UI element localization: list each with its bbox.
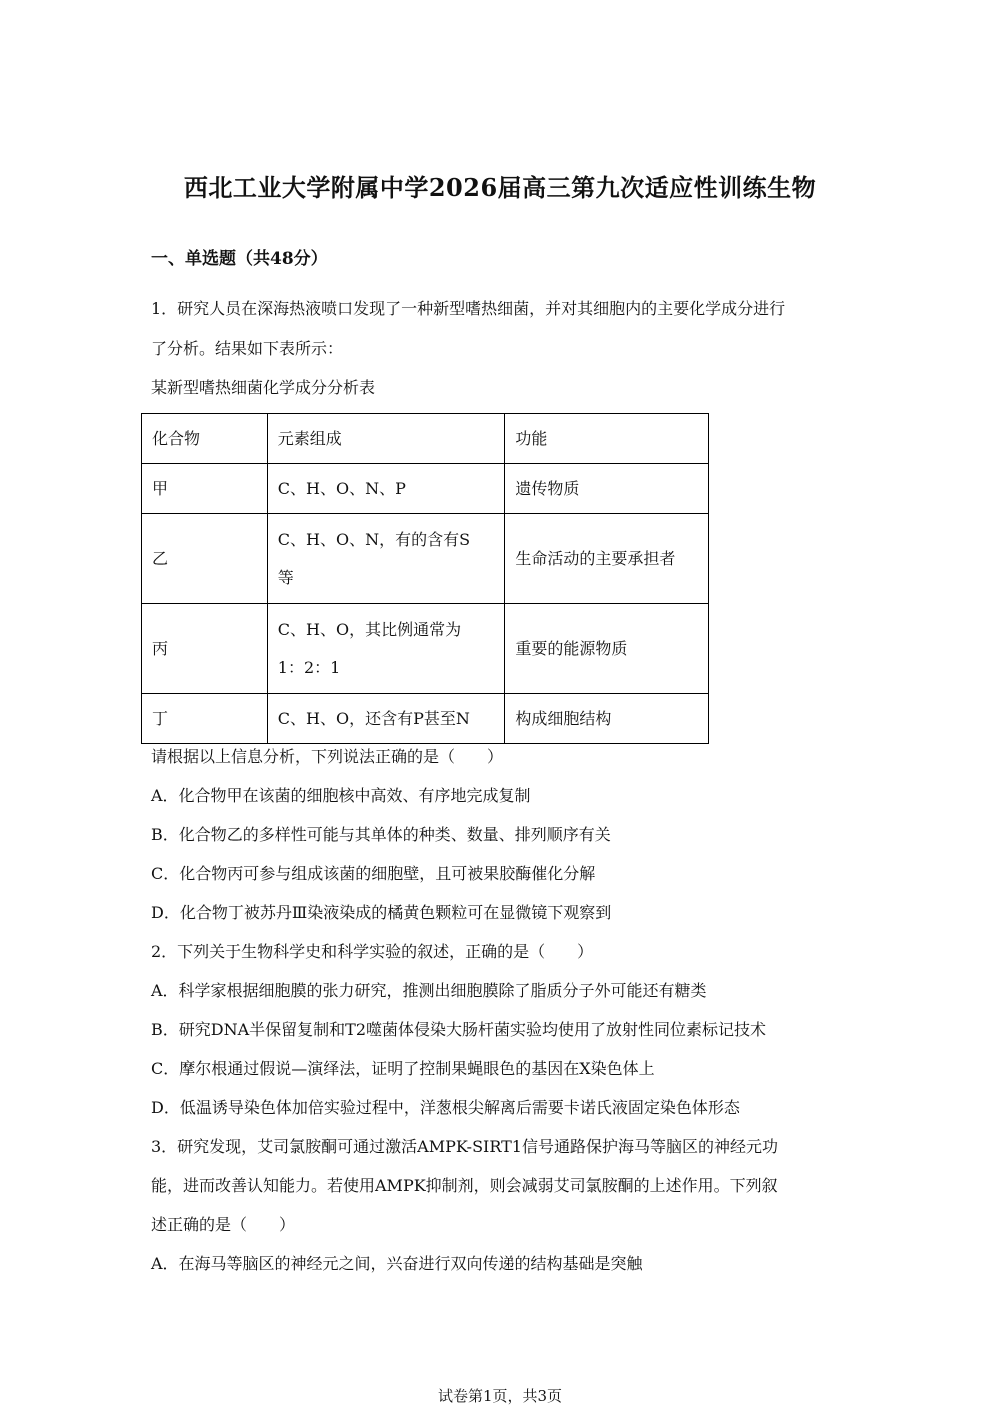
table-row: [142, 514, 709, 604]
cell-elements-line2: 等: [277, 567, 294, 587]
q3-line2: 能，进而改善认知能力。若使用AMPK抑制剂，则会减弱艾司氯胺酮的上述作用。下列叙: [151, 1176, 778, 1195]
cell-elements: [267, 604, 505, 694]
cell-elements: [267, 514, 505, 604]
cell-compound: 丙: [142, 604, 268, 694]
q1-option-b: B．化合物乙的多样性可能与其单体的种类、数量、排列顺序有关: [151, 825, 611, 844]
cell-function: 构成细胞结构: [505, 694, 709, 744]
cell-elements-line1: C、H、O、N，有的含有S: [277, 529, 471, 549]
q3-line1: 3．研究发现，艾司氯胺酮可通过激活AMPK-SIRT1信号通路保护海马等脑区的神经元功: [151, 1137, 778, 1156]
q2-stem: 2．下列关于生物科学史和科学实验的叙述，正确的是（ ）: [151, 942, 594, 961]
cell-elements: C、H、O，还含有P甚至N: [267, 694, 505, 744]
q1-line2: 了分析。结果如下表所示：: [151, 339, 344, 358]
cell-function: 遗传物质: [505, 464, 709, 514]
q3-option-a: A．在海马等脑区的神经元之间，兴奋进行双向传递的结构基础是突触: [151, 1254, 643, 1273]
header-compound: 化合物: [142, 414, 268, 464]
composition-table: [141, 413, 709, 744]
table-caption: 某新型嗜热细菌化学成分分析表: [151, 378, 376, 397]
q1-option-c: C．化合物丙可参与组成该菌的细胞壁，且可被果胶酶催化分解: [151, 864, 596, 883]
q1-stem: 请根据以上信息分析，下列说法正确的是（ ）: [151, 747, 504, 766]
q1-option-a: A．化合物甲在该菌的细胞核中高效、有序地完成复制: [151, 786, 531, 805]
cell-function: 生命活动的主要承担者: [505, 514, 709, 604]
table-row: [142, 464, 709, 514]
cell-compound: 甲: [142, 464, 268, 514]
table-row: [142, 604, 709, 694]
q2-option-a: A．科学家根据细胞膜的张力研究，推测出细胞膜除了脂质分子外可能还有糖类: [151, 981, 707, 1000]
q2-option-c: C．摩尔根通过假说—演绎法，证明了控制果蝇眼色的基因在X染色体上: [151, 1059, 655, 1078]
q3-line3: 述正确的是（ ）: [151, 1215, 296, 1234]
table-row: [142, 694, 709, 744]
header-elements: 元素组成: [267, 414, 505, 464]
cell-function: 重要的能源物质: [505, 604, 709, 694]
q1-option-d: D．化合物丁被苏丹Ⅲ染液染成的橘黄色颗粒可在显微镜下观察到: [151, 903, 612, 922]
cell-elements-line1: C、H、O，其比例通常为: [277, 619, 462, 639]
exam-title: 西北工业大学附属中学2026届高三第九次适应性训练生物: [183, 173, 817, 202]
page-footer: 试卷第1页，共3页: [437, 1387, 563, 1405]
section-heading: 一、单选题（共48分）: [151, 249, 328, 269]
cell-compound: 乙: [142, 514, 268, 604]
q2-option-d: D．低温诱导染色体加倍实验过程中，洋葱根尖解离后需要卡诺氏液固定染色体形态: [151, 1098, 740, 1117]
table-header-row: [142, 414, 709, 464]
q2-option-b: B．研究DNA半保留复制和T2噬菌体侵染大肠杆菌实验均使用了放射性同位素标记技术: [151, 1020, 766, 1039]
cell-elements: C、H、O、N、P: [267, 464, 505, 514]
header-function: 功能: [505, 414, 709, 464]
cell-elements-line2: 1：2：1: [277, 657, 341, 677]
q1-line1: 1．研究人员在深海热液喷口发现了一种新型嗜热细菌，并对其细胞内的主要化学成分进行: [151, 299, 786, 318]
cell-compound: 丁: [142, 694, 268, 744]
